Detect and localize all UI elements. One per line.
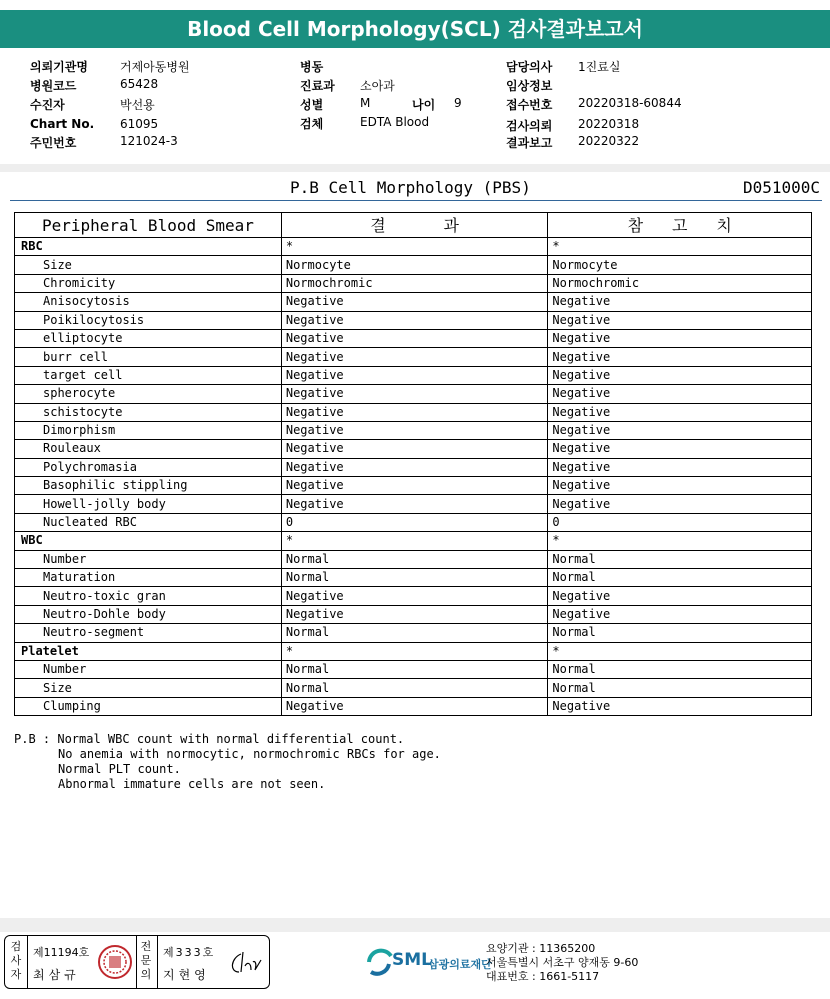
rrn-value: 121024-3: [120, 134, 178, 148]
test-name-cell: Platelet: [15, 642, 282, 660]
reference-cell: Negative: [548, 421, 812, 439]
dept-label: 진료과: [300, 79, 335, 93]
results-table: [14, 212, 812, 716]
test-name-cell: Anisocytosis: [15, 293, 282, 311]
sml-logo-text: SML: [392, 950, 432, 970]
doctor-label: 담당의사: [506, 60, 553, 74]
result-cell: Normocyte: [281, 256, 548, 274]
test-name-cell: Dimorphism: [15, 421, 282, 439]
doc-name: 지현영: [163, 968, 210, 982]
result-cell: *: [281, 238, 548, 256]
table-group-row: [15, 238, 812, 256]
table-row: [15, 660, 812, 678]
table-row: [15, 403, 812, 421]
result-date-value: 20220322: [578, 134, 640, 148]
result-cell: Negative: [281, 495, 548, 513]
table-row: [15, 440, 812, 458]
result-cell: Negative: [281, 697, 548, 715]
reference-cell: Normal: [548, 550, 812, 568]
specimen-label: 검체: [300, 117, 324, 131]
result-cell: 0: [281, 513, 548, 531]
signature-divider: [136, 936, 137, 988]
reference-cell: Negative: [548, 440, 812, 458]
table-row: [15, 348, 812, 366]
test-name-cell: Size: [15, 679, 282, 697]
header-test: Peripheral Blood Smear: [15, 213, 282, 238]
reference-cell: *: [548, 238, 812, 256]
reference-cell: Negative: [548, 348, 812, 366]
table-row: [15, 458, 812, 476]
age-label: 나이: [412, 98, 436, 112]
result-cell: Negative: [281, 385, 548, 403]
result-cell: Negative: [281, 605, 548, 623]
report-header-title: Blood Cell Morphology(SCL) 검사결과보고서: [187, 17, 643, 41]
handwritten-signature-icon: [227, 948, 265, 978]
test-name-cell: Neutro-Dohle body: [15, 605, 282, 623]
institution-name: 삼광의료재단: [428, 958, 492, 971]
report-title: P.B Cell Morphology (PBS): [290, 178, 531, 197]
institution-line: 대표번호 : 1661-5117: [486, 970, 600, 983]
reference-cell: Negative: [548, 587, 812, 605]
patient-label: 수진자: [30, 98, 65, 112]
reference-cell: Negative: [548, 495, 812, 513]
comment-line: Abnormal immature cells are not seen.: [58, 777, 326, 791]
table-row: [15, 513, 812, 531]
table-row: [15, 385, 812, 403]
table-row: [15, 679, 812, 697]
reference-cell: Negative: [548, 293, 812, 311]
test-name-cell: Nucleated RBC: [15, 513, 282, 531]
test-name-cell: Clumping: [15, 697, 282, 715]
reference-cell: *: [548, 642, 812, 660]
header-result: 결 과: [281, 213, 548, 238]
result-cell: Negative: [281, 477, 548, 495]
dept-value: 소아과: [360, 79, 395, 93]
table-row: [15, 605, 812, 623]
patient-info-panel: [0, 52, 830, 164]
reference-cell: 0: [548, 513, 812, 531]
test-name-cell: burr cell: [15, 348, 282, 366]
table-row: [15, 550, 812, 568]
test-name-cell: target cell: [15, 366, 282, 384]
comment-block: [14, 732, 441, 792]
reference-cell: Negative: [548, 366, 812, 384]
code-value: 65428: [120, 77, 159, 91]
result-cell: Normal: [281, 660, 548, 678]
reference-cell: Negative: [548, 458, 812, 476]
reference-cell: *: [548, 532, 812, 550]
reference-cell: Negative: [548, 605, 812, 623]
ward-label: 병동: [300, 60, 324, 74]
reference-cell: Negative: [548, 477, 812, 495]
table-row: [15, 274, 812, 292]
seal-stamp-icon: [97, 944, 133, 980]
institution-line: 서울특별시 서초구 양재동 9-60: [486, 956, 639, 969]
result-cell: Negative: [281, 348, 548, 366]
reference-cell: Negative: [548, 311, 812, 329]
comment-line: Normal PLT count.: [58, 762, 181, 776]
comment-line: No anemia with normocytic, normochromic RBCs for age.: [58, 747, 441, 761]
table-row: [15, 624, 812, 642]
table-row: [15, 569, 812, 587]
result-cell: Negative: [281, 329, 548, 347]
test-name-cell: Basophilic stippling: [15, 477, 282, 495]
test-name-cell: Size: [15, 256, 282, 274]
test-name-cell: Number: [15, 660, 282, 678]
patient-value: 박선용: [120, 98, 155, 112]
chart-label: Chart No.: [30, 117, 95, 131]
sml-logo-icon: [365, 944, 393, 978]
comment-line: Normal WBC count with normal differential count.: [57, 732, 405, 746]
reference-cell: Normal: [548, 660, 812, 678]
result-cell: *: [281, 532, 548, 550]
result-cell: Normal: [281, 550, 548, 568]
age-value: 9: [454, 96, 462, 110]
hospital-value: 거제아동병원: [120, 60, 190, 74]
table-row: [15, 495, 812, 513]
reference-cell: Normal: [548, 679, 812, 697]
test-name-cell: Neutro-toxic gran: [15, 587, 282, 605]
tech-vertical-label: 검 사 자: [10, 940, 22, 981]
test-name-cell: spherocyte: [15, 385, 282, 403]
test-name-cell: schistocyte: [15, 403, 282, 421]
table-row: [15, 311, 812, 329]
sex-value: M: [360, 96, 371, 110]
result-date-label: 결과보고: [506, 136, 553, 150]
results-header-row: [15, 213, 812, 238]
result-cell: Negative: [281, 293, 548, 311]
table-row: [15, 421, 812, 439]
report-header: [0, 10, 830, 48]
test-name-cell: Rouleaux: [15, 440, 282, 458]
result-cell: Negative: [281, 403, 548, 421]
report-title-underline: [10, 200, 822, 201]
sex-label: 성별: [300, 98, 324, 112]
tech-name: 최삼규: [33, 968, 80, 982]
result-cell: Normochromic: [281, 274, 548, 292]
test-name-cell: WBC: [15, 532, 282, 550]
signature-divider: [157, 936, 158, 988]
result-cell: Negative: [281, 366, 548, 384]
doc-vertical-label: 전 문 의: [140, 940, 152, 981]
test-name-cell: Number: [15, 550, 282, 568]
result-cell: Negative: [281, 440, 548, 458]
test-name-cell: Neutro-segment: [15, 624, 282, 642]
doc-license-no: 제333호: [163, 946, 216, 959]
test-name-cell: Polychromasia: [15, 458, 282, 476]
specimen-value: EDTA Blood: [360, 115, 430, 129]
reference-cell: Normal: [548, 624, 812, 642]
request-label: 검사의뢰: [506, 119, 553, 133]
result-cell: *: [281, 642, 548, 660]
receipt-label: 접수번호: [506, 98, 553, 112]
institution-info: [486, 942, 638, 984]
result-cell: Normal: [281, 569, 548, 587]
test-name-cell: Howell-jolly body: [15, 495, 282, 513]
receipt-value: 20220318-60844: [578, 96, 682, 110]
table-row: [15, 293, 812, 311]
signature-box: [4, 935, 270, 989]
reference-cell: Negative: [548, 403, 812, 421]
reference-cell: Normochromic: [548, 274, 812, 292]
test-name-cell: Poikilocytosis: [15, 311, 282, 329]
table-group-row: [15, 532, 812, 550]
request-value: 20220318: [578, 117, 640, 131]
result-cell: Negative: [281, 311, 548, 329]
rrn-label: 주민번호: [30, 136, 77, 150]
doctor-value: 1진료실: [578, 60, 621, 74]
test-name-cell: Maturation: [15, 569, 282, 587]
reference-cell: Negative: [548, 385, 812, 403]
reference-cell: Negative: [548, 697, 812, 715]
table-row: [15, 697, 812, 715]
result-cell: Negative: [281, 458, 548, 476]
results-body: [15, 238, 812, 716]
signature-divider: [27, 936, 28, 988]
test-name-cell: RBC: [15, 238, 282, 256]
result-cell: Negative: [281, 421, 548, 439]
hospital-label: 의뢰기관명: [30, 60, 88, 74]
chart-value: 61095: [120, 117, 159, 131]
result-cell: Normal: [281, 679, 548, 697]
divider-band: [0, 164, 830, 172]
header-reference: 참 고 치: [548, 213, 812, 238]
code-label: 병원코드: [30, 79, 77, 93]
test-name-cell: Chromicity: [15, 274, 282, 292]
result-cell: Negative: [281, 587, 548, 605]
table-row: [15, 587, 812, 605]
result-cell: Normal: [281, 624, 548, 642]
table-row: [15, 256, 812, 274]
comment-prefix: P.B :: [14, 732, 51, 746]
table-row: [15, 329, 812, 347]
reference-cell: Normal: [548, 569, 812, 587]
test-name-cell: elliptocyte: [15, 329, 282, 347]
institution-line: 요양기관 : 11365200: [486, 942, 596, 955]
report-code: D051000C: [742, 178, 820, 197]
reference-cell: Normocyte: [548, 256, 812, 274]
reference-cell: Negative: [548, 329, 812, 347]
footer-band: [0, 918, 830, 932]
table-row: [15, 366, 812, 384]
table-group-row: [15, 642, 812, 660]
clinical-label: 임상정보: [506, 79, 553, 93]
tech-license-no: 제11194호: [33, 946, 90, 959]
table-row: [15, 477, 812, 495]
